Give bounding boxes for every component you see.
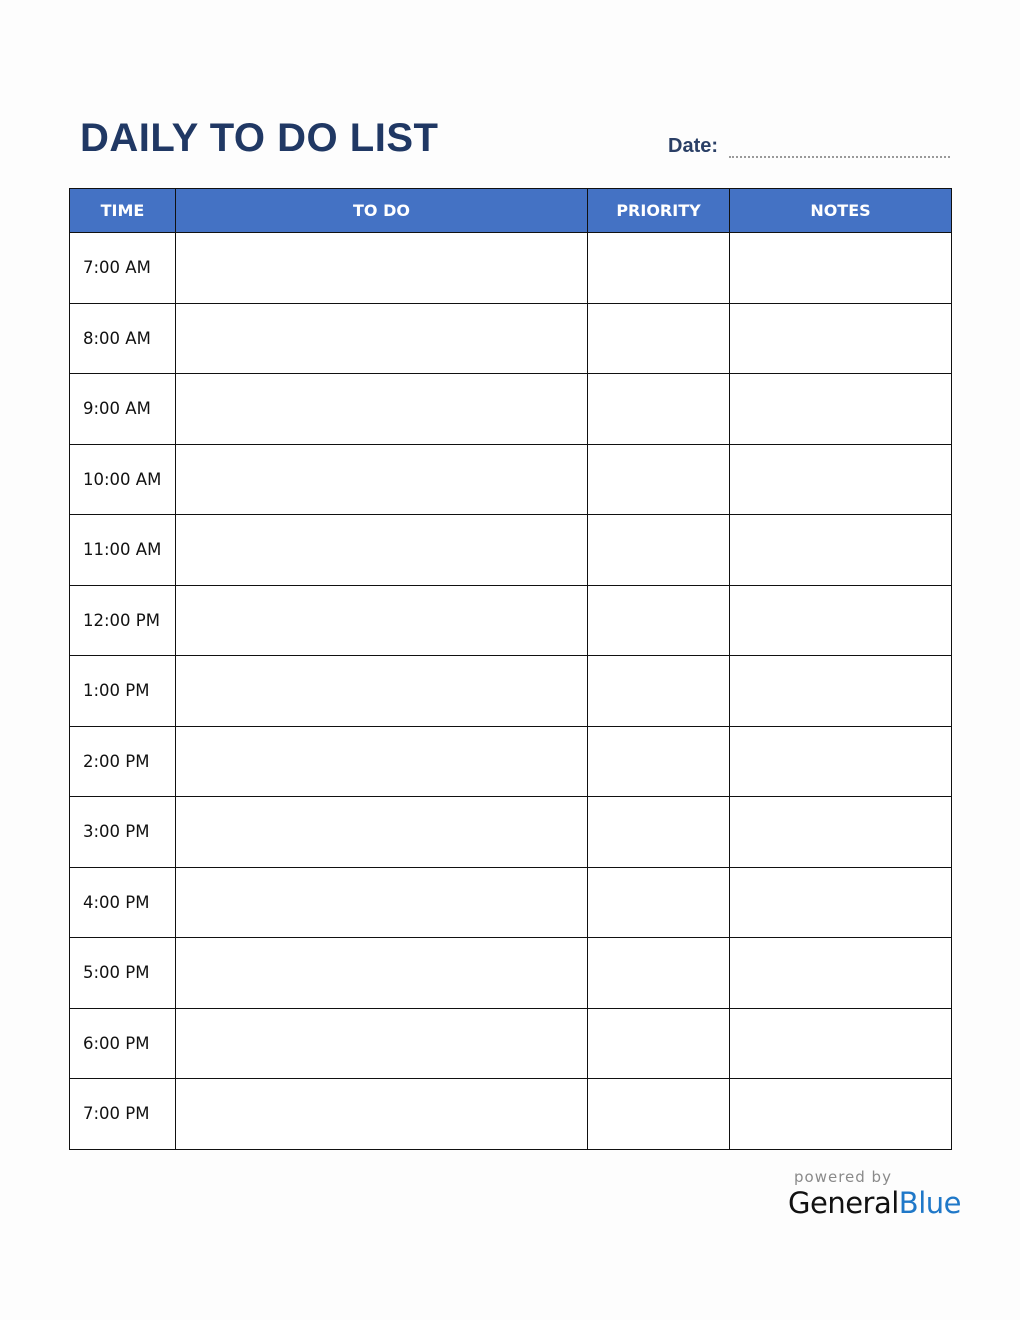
time-cell: 10:00 AM (70, 444, 176, 515)
notes-cell[interactable] (730, 303, 952, 374)
notes-cell[interactable] (730, 1008, 952, 1079)
time-cell: 7:00 AM (70, 233, 176, 304)
priority-cell[interactable] (588, 233, 730, 304)
todo-cell[interactable] (176, 726, 588, 797)
todo-cell[interactable] (176, 444, 588, 515)
priority-cell[interactable] (588, 303, 730, 374)
time-cell: 7:00 PM (70, 1079, 176, 1150)
priority-cell[interactable] (588, 797, 730, 868)
column-header-notes: NOTES (730, 189, 952, 233)
date-label: Date: (668, 135, 719, 157)
notes-cell[interactable] (730, 1079, 952, 1150)
brand-blue: Blue (898, 1186, 961, 1220)
table-row (70, 656, 952, 727)
table-row (70, 303, 952, 374)
table-header-row (70, 189, 952, 233)
priority-cell[interactable] (588, 585, 730, 656)
time-cell: 5:00 PM (70, 938, 176, 1009)
time-cell: 9:00 AM (70, 374, 176, 445)
column-header-priority: PRIORITY (588, 189, 730, 233)
notes-cell[interactable] (730, 233, 952, 304)
notes-cell[interactable] (730, 656, 952, 727)
brand-logo (788, 1186, 961, 1220)
priority-cell[interactable] (588, 726, 730, 797)
todo-cell[interactable] (176, 515, 588, 586)
todo-cell[interactable] (176, 867, 588, 938)
time-cell: 12:00 PM (70, 585, 176, 656)
notes-cell[interactable] (730, 938, 952, 1009)
todo-cell[interactable] (176, 303, 588, 374)
notes-cell[interactable] (730, 797, 952, 868)
todo-cell[interactable] (176, 938, 588, 1009)
notes-cell[interactable] (730, 444, 952, 515)
table-row (70, 726, 952, 797)
todo-table (69, 188, 952, 1150)
brand-general: General (788, 1186, 899, 1220)
table-row (70, 797, 952, 868)
page-title: DAILY TO DO LIST (80, 116, 439, 160)
time-cell: 4:00 PM (70, 867, 176, 938)
todo-cell[interactable] (176, 1008, 588, 1079)
time-cell: 1:00 PM (70, 656, 176, 727)
table-row (70, 867, 952, 938)
table-row (70, 1079, 952, 1150)
table-row (70, 938, 952, 1009)
priority-cell[interactable] (588, 1079, 730, 1150)
time-cell: 6:00 PM (70, 1008, 176, 1079)
priority-cell[interactable] (588, 656, 730, 727)
table-row (70, 233, 952, 304)
notes-cell[interactable] (730, 374, 952, 445)
priority-cell[interactable] (588, 1008, 730, 1079)
priority-cell[interactable] (588, 515, 730, 586)
table-row (70, 1008, 952, 1079)
time-cell: 11:00 AM (70, 515, 176, 586)
todo-cell[interactable] (176, 656, 588, 727)
notes-cell[interactable] (730, 515, 952, 586)
priority-cell[interactable] (588, 374, 730, 445)
time-cell: 8:00 AM (70, 303, 176, 374)
table-row (70, 515, 952, 586)
notes-cell[interactable] (730, 726, 952, 797)
todo-cell[interactable] (176, 374, 588, 445)
time-cell: 2:00 PM (70, 726, 176, 797)
date-field[interactable] (729, 156, 950, 158)
notes-cell[interactable] (730, 867, 952, 938)
notes-cell[interactable] (730, 585, 952, 656)
todo-cell[interactable] (176, 1079, 588, 1150)
priority-cell[interactable] (588, 867, 730, 938)
todo-cell[interactable] (176, 797, 588, 868)
table-row (70, 444, 952, 515)
time-cell: 3:00 PM (70, 797, 176, 868)
column-header-todo: TO DO (176, 189, 588, 233)
todo-cell[interactable] (176, 233, 588, 304)
column-header-time: TIME (70, 189, 176, 233)
priority-cell[interactable] (588, 938, 730, 1009)
powered-by-label: powered by (794, 1168, 892, 1186)
todo-cell[interactable] (176, 585, 588, 656)
priority-cell[interactable] (588, 444, 730, 515)
table-row (70, 374, 952, 445)
table-row (70, 585, 952, 656)
